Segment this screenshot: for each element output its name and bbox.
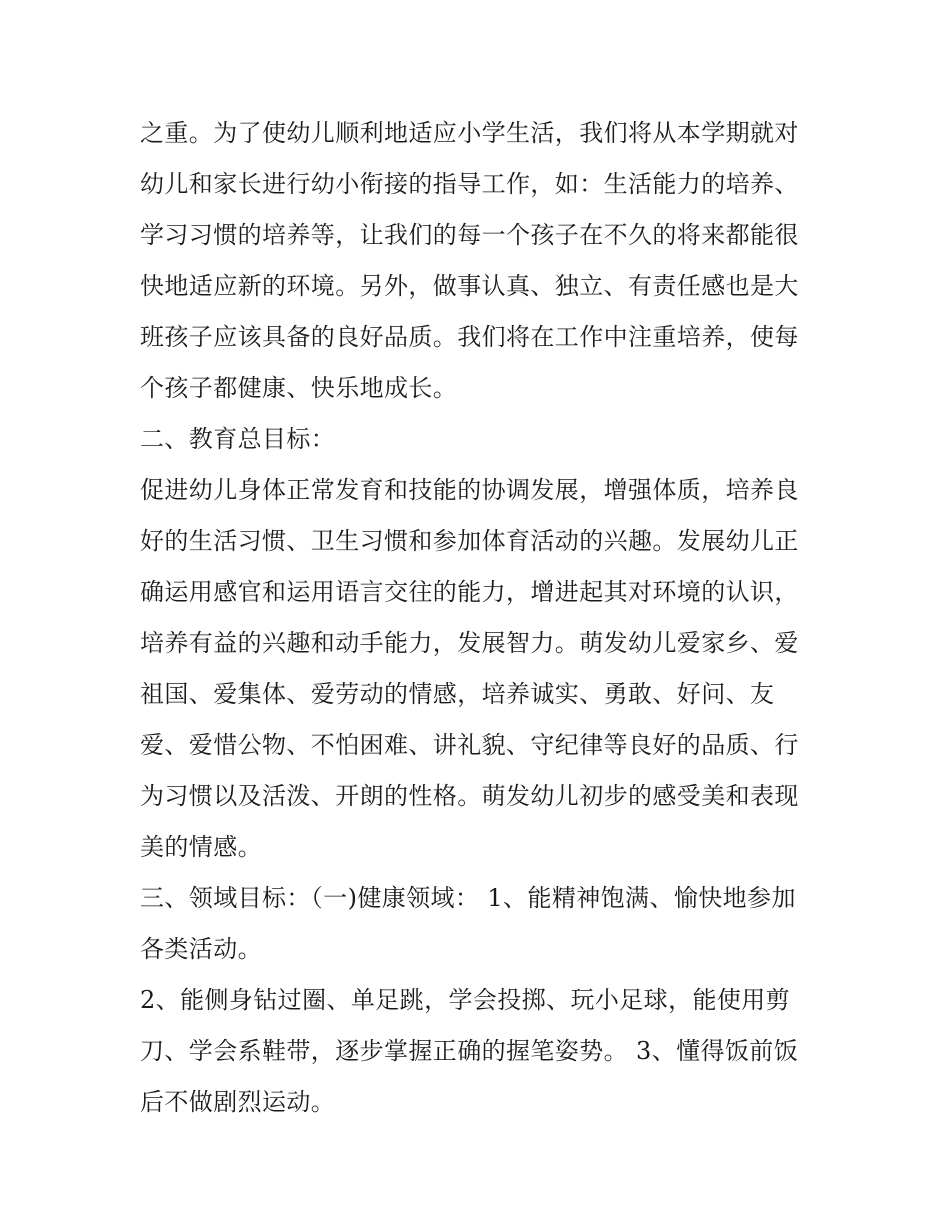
document-body [140, 108, 830, 1128]
text-line: 美的情感。 [140, 833, 262, 861]
text-line: 确运用感官和运用语言交往的能力，增进起其对环境的认识， [140, 578, 799, 606]
text-line: 爱、爱惜公物、不怕困难、讲礼貌、守纪律等良好的品质、行 [140, 731, 799, 759]
text-line: 班孩子应该具备的良好品质。我们将在工作中注重培养，使每 [140, 323, 799, 351]
text-line: 培养有益的兴趣和动手能力，发展智力。萌发幼儿爱家乡、爱 [140, 629, 799, 657]
text-line: 促进幼儿身体正常发育和技能的协调发展，增强体质，培养良 [140, 476, 799, 504]
section-heading: 三、领域目标：（一)健康领域： 1、能精神饱满、愉快地参加 [140, 884, 796, 912]
text-line: 学习习惯的培养等，让我们的每一个孩子在不久的将来都能很 [140, 221, 799, 249]
text-line: 祖国、爱集体、爱劳动的情感，培养诚实、勇敢、好问、友 [140, 680, 775, 708]
section-heading: 二、教育总目标： [140, 425, 336, 453]
text-line: 幼儿和家长进行幼小衔接的指导工作，如：生活能力的培养、 [140, 170, 799, 198]
text-line: 好的生活习惯、卫生习惯和参加体育活动的兴趣。发展幼儿正 [140, 527, 799, 555]
text-line: 之重。为了使幼儿顺利地适应小学生活，我们将从本学期就对 [140, 119, 799, 147]
text-line: 个孩子都健康、快乐地成长。 [140, 374, 458, 402]
text-line: 后不做剧烈运动。 [140, 1088, 336, 1116]
text-line: 快地适应新的环境。另外，做事认真、独立、有责任感也是大 [140, 272, 799, 300]
text-line: 为习惯以及活泼、开朗的性格。萌发幼儿初步的感受美和表现 [140, 782, 799, 810]
text-line: 2、能侧身钻过圈、单足跳，学会投掷、玩小足球，能使用剪 [140, 986, 791, 1014]
text-line: 各类活动。 [140, 935, 262, 963]
text-line: 刀、学会系鞋带，逐步掌握正确的握笔姿势。 3、懂得饭前饭 [140, 1037, 799, 1065]
